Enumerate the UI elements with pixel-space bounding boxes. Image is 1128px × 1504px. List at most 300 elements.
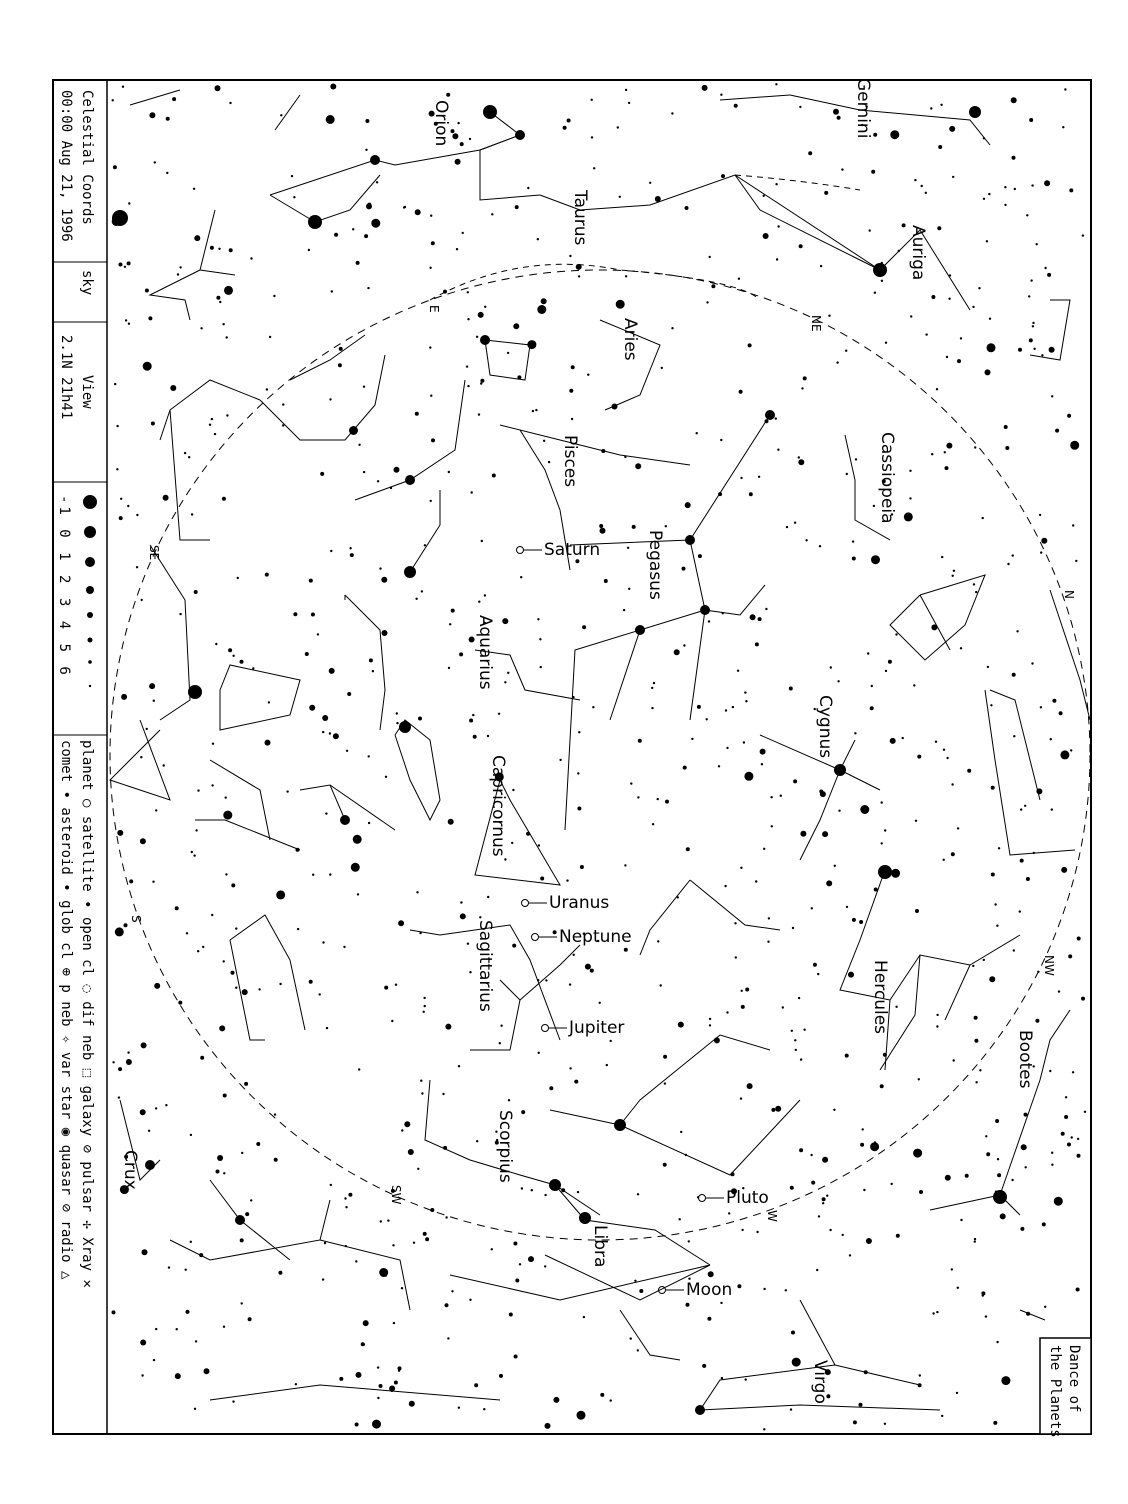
star [664, 1082, 666, 1084]
star [624, 456, 626, 458]
compass-s: S [129, 915, 143, 923]
star [744, 772, 753, 781]
star [744, 691, 746, 693]
bright-star [878, 865, 892, 879]
star [226, 336, 228, 338]
star [1031, 184, 1033, 186]
star [416, 891, 418, 893]
star [994, 903, 996, 905]
star [895, 633, 897, 635]
star [811, 907, 813, 909]
star [219, 1025, 225, 1031]
star [514, 1355, 518, 1359]
star [429, 267, 431, 269]
star [735, 956, 737, 958]
star [112, 1310, 116, 1314]
star [217, 1155, 223, 1161]
star [860, 805, 869, 814]
constellation-label: Cassiopeia [877, 432, 897, 524]
star [122, 86, 124, 88]
star [308, 249, 310, 251]
star [177, 273, 179, 275]
star [972, 306, 974, 308]
star [146, 728, 148, 730]
star [532, 410, 534, 412]
star [978, 287, 980, 289]
star [128, 323, 130, 325]
star [829, 1229, 831, 1231]
planet-marker [522, 900, 529, 907]
star [791, 1331, 795, 1335]
star [191, 513, 193, 515]
star [367, 203, 371, 207]
star [442, 1093, 444, 1095]
star [210, 246, 214, 250]
star [480, 379, 484, 383]
star [163, 764, 165, 766]
star [983, 137, 985, 139]
star [846, 473, 848, 475]
star [218, 248, 220, 250]
star [813, 963, 817, 967]
star [1004, 204, 1006, 206]
star [952, 575, 954, 577]
star [720, 439, 722, 441]
star [732, 706, 734, 708]
star [140, 756, 142, 758]
star [763, 1428, 765, 1430]
star [124, 923, 128, 927]
star [395, 984, 397, 986]
star [871, 555, 880, 564]
star [686, 1303, 690, 1307]
star [577, 1411, 586, 1420]
star [1004, 186, 1006, 188]
star [326, 115, 335, 124]
star [1081, 997, 1085, 1001]
star [423, 1232, 427, 1236]
star [870, 1142, 879, 1151]
star [535, 409, 537, 411]
star [786, 526, 788, 528]
star [487, 896, 489, 898]
bright-star [969, 106, 981, 118]
star [326, 1027, 328, 1029]
sidebar-title-line2: 00:00 Aug 21, 1996 [58, 90, 74, 242]
star [726, 747, 728, 749]
star [539, 638, 541, 640]
star [1011, 97, 1017, 103]
star [587, 374, 589, 376]
star [274, 1158, 278, 1162]
star [541, 298, 547, 304]
star [544, 1194, 546, 1196]
star [805, 539, 807, 541]
planet-label: Pluto [726, 1188, 769, 1208]
star [663, 1055, 667, 1059]
star [372, 1420, 381, 1429]
star [469, 719, 473, 723]
star [1067, 414, 1071, 418]
star [881, 801, 883, 803]
star [577, 1191, 579, 1193]
star [127, 505, 129, 507]
star [799, 1148, 803, 1152]
star [1076, 1288, 1080, 1292]
star [936, 1014, 938, 1016]
star [919, 1190, 923, 1194]
star [385, 776, 387, 778]
star [1059, 711, 1063, 715]
star [121, 694, 127, 700]
star [293, 612, 297, 616]
star [884, 1423, 886, 1425]
star [561, 1188, 565, 1192]
star [777, 449, 779, 451]
star [915, 909, 919, 913]
star [909, 497, 911, 499]
star [685, 206, 689, 210]
star [794, 1039, 796, 1041]
star [957, 359, 961, 363]
star [339, 347, 343, 351]
star [364, 234, 368, 238]
star [521, 1187, 523, 1189]
constellation-label: Orion [431, 100, 451, 147]
star [679, 1218, 681, 1220]
star [393, 1322, 395, 1324]
star [458, 1407, 460, 1409]
star [115, 927, 124, 936]
star [1031, 662, 1033, 664]
star [749, 492, 753, 496]
star [118, 1067, 122, 1071]
star [822, 1197, 826, 1201]
star [394, 467, 400, 473]
star [1004, 425, 1008, 429]
star [484, 306, 486, 308]
star [983, 959, 985, 961]
star [491, 1248, 493, 1250]
star [391, 1020, 393, 1022]
star [309, 705, 315, 711]
star [448, 667, 450, 669]
star [661, 367, 663, 369]
constellation-label: Auriga [908, 225, 928, 281]
star [871, 685, 873, 687]
star [322, 731, 324, 733]
star [604, 579, 608, 583]
star [652, 823, 654, 825]
star [931, 624, 937, 630]
star [569, 389, 573, 393]
star [951, 1268, 953, 1270]
star [1077, 1154, 1081, 1158]
star [452, 133, 458, 139]
star [600, 1393, 604, 1397]
star [266, 388, 268, 390]
star [655, 196, 661, 202]
star [211, 914, 213, 916]
star [775, 83, 777, 85]
star [663, 1163, 667, 1167]
star [349, 547, 351, 549]
star [195, 1340, 197, 1342]
star [606, 1064, 608, 1066]
bright-star [340, 815, 350, 825]
star [237, 577, 239, 579]
star [1075, 560, 1077, 562]
star [637, 1349, 639, 1351]
star [846, 906, 848, 908]
star [197, 950, 199, 952]
constellation-label: Aquarius [475, 615, 495, 690]
star [265, 740, 271, 746]
star [763, 233, 769, 239]
star [1047, 273, 1051, 277]
star [487, 735, 489, 737]
star [347, 692, 351, 696]
star [345, 1206, 347, 1208]
star [330, 550, 332, 552]
star [990, 704, 992, 706]
star [365, 149, 367, 151]
star [745, 988, 749, 992]
star [972, 965, 974, 967]
star [502, 618, 508, 624]
star [145, 289, 149, 293]
star [678, 1022, 684, 1028]
star [197, 789, 199, 791]
star [1013, 735, 1015, 737]
star [1000, 1213, 1006, 1219]
magnitude-scale [83, 495, 97, 687]
star [431, 241, 435, 245]
star [790, 1186, 794, 1190]
star [349, 426, 358, 435]
bright-star [549, 1179, 561, 1191]
star [352, 228, 354, 230]
star [476, 1140, 478, 1142]
star [775, 1106, 781, 1112]
star [859, 1403, 863, 1407]
star [1071, 1136, 1073, 1138]
star [229, 102, 231, 104]
star [235, 987, 237, 989]
star [945, 1175, 951, 1181]
star [982, 517, 984, 519]
star [291, 175, 293, 177]
star [430, 500, 432, 502]
star [1020, 808, 1022, 810]
star [837, 680, 839, 682]
star [456, 248, 458, 250]
star [140, 838, 146, 844]
star [142, 1249, 148, 1255]
star [282, 424, 284, 426]
planet-marker [542, 1025, 549, 1032]
star [333, 733, 339, 739]
star [469, 637, 475, 643]
star [443, 1146, 447, 1150]
star [691, 738, 693, 740]
star [1068, 954, 1072, 958]
star [148, 316, 152, 320]
star [384, 986, 388, 990]
star [996, 925, 998, 927]
star [367, 287, 369, 289]
star [382, 630, 388, 636]
star [280, 114, 282, 116]
star [491, 213, 493, 215]
star [1070, 749, 1072, 751]
star [698, 554, 702, 558]
star [329, 398, 331, 400]
star [639, 1289, 643, 1293]
star [186, 1310, 190, 1314]
star [957, 827, 959, 829]
star [537, 618, 539, 620]
star [974, 446, 976, 448]
star [838, 810, 840, 812]
star [946, 757, 948, 759]
star [419, 932, 421, 934]
star [297, 928, 299, 930]
star [930, 107, 932, 109]
sidebar-view-label: View [79, 375, 95, 409]
star [1062, 126, 1064, 128]
star [1070, 441, 1079, 450]
star [755, 642, 759, 646]
star [377, 1397, 379, 1399]
star [842, 1234, 844, 1236]
star [346, 750, 348, 752]
star [874, 888, 878, 892]
star [286, 790, 288, 792]
star [466, 365, 468, 367]
star [467, 385, 469, 387]
star [358, 1068, 360, 1070]
star [888, 660, 892, 664]
star [745, 1378, 747, 1380]
star [345, 1245, 347, 1247]
star [499, 1042, 501, 1044]
star [1026, 877, 1030, 881]
star [1035, 1019, 1039, 1023]
star [479, 916, 481, 918]
star [1049, 1070, 1051, 1072]
star [688, 1240, 690, 1242]
star [862, 1128, 864, 1130]
star [600, 528, 606, 534]
star [451, 609, 455, 613]
star [431, 438, 435, 442]
star [368, 755, 370, 757]
star [119, 263, 123, 267]
star [1013, 949, 1015, 951]
star [653, 682, 655, 684]
star [478, 312, 484, 318]
star [943, 749, 945, 751]
star [175, 1373, 181, 1379]
star [599, 524, 603, 528]
star [1041, 354, 1043, 356]
star [967, 769, 971, 773]
star [819, 545, 821, 547]
star [852, 557, 856, 561]
star [578, 275, 580, 277]
star [734, 104, 738, 108]
star [1036, 243, 1038, 245]
star [793, 779, 797, 783]
star [553, 930, 557, 934]
star [392, 1244, 394, 1246]
star [941, 1415, 943, 1417]
star [226, 414, 228, 416]
star [231, 971, 235, 975]
star [509, 1313, 513, 1317]
star [792, 927, 794, 929]
star [591, 136, 593, 138]
star [724, 885, 726, 887]
star [885, 670, 887, 672]
star [413, 1242, 415, 1244]
constellation-label: Bootes [1015, 1030, 1035, 1089]
star [223, 960, 225, 962]
star [683, 644, 685, 646]
star [932, 1312, 934, 1314]
star [657, 940, 659, 942]
planet-label: Moon [686, 1280, 733, 1300]
star [229, 248, 233, 252]
bright-star [112, 210, 128, 226]
bright-star [874, 264, 886, 276]
star [430, 395, 432, 397]
star [799, 106, 801, 108]
star [798, 997, 800, 999]
star [720, 1302, 722, 1304]
star [1049, 347, 1055, 353]
star [816, 1269, 818, 1271]
star [728, 1212, 730, 1214]
star [630, 1337, 632, 1339]
star [1030, 279, 1032, 281]
star [1032, 325, 1034, 327]
star [896, 1234, 900, 1238]
star [447, 1337, 449, 1339]
star [521, 1110, 525, 1114]
star [770, 796, 772, 798]
planet-label: Saturn [544, 540, 601, 560]
star [610, 1040, 612, 1042]
star [776, 258, 778, 260]
star [792, 1358, 801, 1367]
star [368, 822, 370, 824]
star [241, 1302, 243, 1304]
star [623, 609, 625, 611]
star [775, 183, 777, 185]
star [408, 1149, 414, 1155]
star [991, 873, 995, 877]
star [881, 280, 883, 282]
star [193, 854, 195, 856]
star [127, 1051, 129, 1053]
star [860, 1143, 864, 1147]
star [880, 1084, 884, 1088]
star [445, 1024, 451, 1030]
star [154, 161, 156, 163]
star [685, 502, 691, 508]
